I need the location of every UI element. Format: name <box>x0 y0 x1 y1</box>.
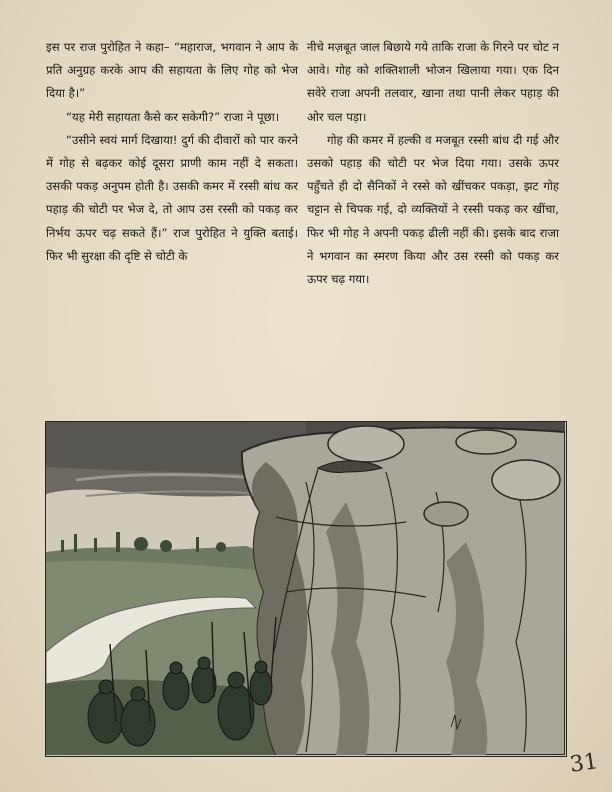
paragraph: “उसीने स्वयं मार्ग दिखाया! दुर्ग की दीवारों को पार करने में गोह से बढ़कर कोई दूसरा प्राणी काम नहीं दे सकता। उसकी पकड़ अनुपम होती है। उसकी कमर में रस्सी बांध कर पहाड़ की चोटी पर भेज दे, तो आप उस रस्सी को पकड़ कर निर्भय ऊपर चढ़ सकते हैं।” राज पुरोहित ने युक्ति बताई। फिर भी सुरक्षा की दृष्टि से चोटी के <box>46 132 298 263</box>
paragraph: गोह की कमर में हल्की व मजबूत रस्सी बांध दी गई और उसको पहाड़ की चोटी पर भेज दिया गया। उसके ऊपर पहुँचते ही दो सैनिकों ने रस्से को खींचकर पकड़ा, झट गोह चट्टान से चिपक गई, दो व्यक्तियों ने रस्सी पकड़ कर खींचा, फिर भी गोह ने अपनी पकड़ ढीली नहीं की। इसके बाद राजा ने भगवान का स्मरण किया और उस रस्सी को पकड़ कर ऊपर चढ़ गया। <box>307 132 559 287</box>
paragraph: नीचे मज़बूत जाल बिछाये गये ताकि राजा के गिरने पर चोट न आवे। गोह को शक्तिशाली भोजन खिलाया गया। एक दिन सवेरे राजा अपनी तलवार, खाना तथा पानी लेकर पहाड़ की ओर चल पड़ा। <box>307 40 559 124</box>
right-text-column <box>307 36 559 291</box>
paragraph: इस पर राज पुरोहित ने कहा– “महाराज, भगवान ने आप के प्रति अनुग्रह करके आप की सहायता के लिए गोह को भेज दिया है।” <box>46 40 298 101</box>
page-number: 31 <box>568 749 600 778</box>
boulder <box>492 460 560 500</box>
cliff-scene-drawing <box>46 422 565 755</box>
boulder <box>328 426 404 462</box>
cliff-illustration <box>45 421 567 757</box>
left-text-column <box>46 36 298 268</box>
paragraph: “यह मेरी सहायता कैसे कर सकेगी?” राजा ने पूछा। <box>66 109 280 124</box>
boulder <box>456 430 516 454</box>
boulder <box>424 502 468 526</box>
